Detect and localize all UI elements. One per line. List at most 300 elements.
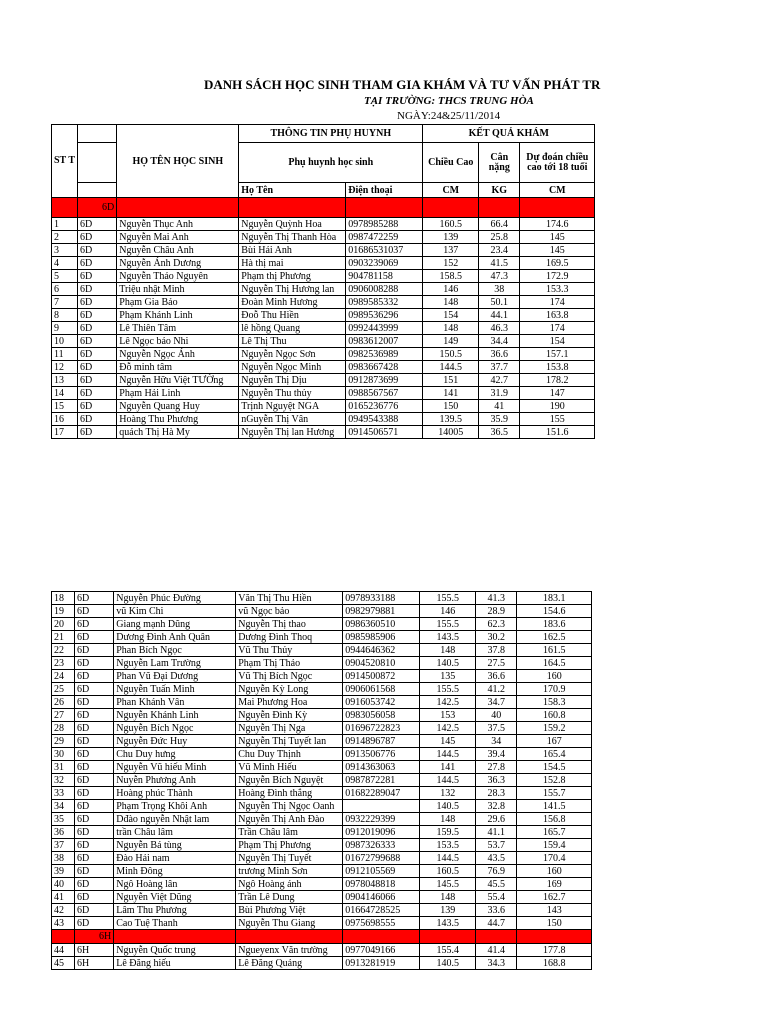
- stt-cell: 39: [52, 865, 75, 878]
- stt-cell: 12: [52, 361, 78, 374]
- stt-cell: 9: [52, 322, 78, 335]
- phone-cell: 0904146066: [343, 891, 420, 904]
- prediction-cell: 160: [517, 865, 592, 878]
- height-cell: 144.5: [420, 852, 476, 865]
- weight-cell: 28.3: [476, 787, 517, 800]
- weight-cell: 37.5: [476, 722, 517, 735]
- height-cell: 148: [420, 891, 476, 904]
- class-cell: 6D: [75, 891, 114, 904]
- phone-cell: 0978933188: [343, 592, 420, 605]
- height-cell: 146: [420, 605, 476, 618]
- table-body-page2: [52, 592, 592, 970]
- class-cell: 6D: [75, 852, 114, 865]
- table-header: [52, 125, 595, 198]
- height-cell: 140.5: [420, 657, 476, 670]
- height-cell: 141: [420, 761, 476, 774]
- weight-cell: 44.7: [476, 917, 517, 930]
- table-row: [52, 426, 595, 439]
- height-cell: 144.5: [420, 774, 476, 787]
- height-cell: 155.5: [420, 592, 476, 605]
- student-name-cell: Hoàng phúc Thành: [114, 787, 236, 800]
- table-row: [52, 944, 592, 957]
- class-cell: 6D: [78, 270, 117, 283]
- stt-cell: 35: [52, 813, 75, 826]
- student-name-cell: Nguyễn Thục Anh: [117, 218, 239, 231]
- student-name-cell: Đỗ minh tâm: [117, 361, 239, 374]
- phone-cell: 0912873699: [346, 374, 423, 387]
- weight-cell: 30.2: [476, 631, 517, 644]
- phone-cell: 0982979881: [343, 605, 420, 618]
- height-cell: 150.5: [423, 348, 479, 361]
- height-cell: 143.5: [420, 631, 476, 644]
- student-name-cell: Phạm Trọng Khôi Anh: [114, 800, 236, 813]
- table-row: [52, 618, 592, 631]
- class-section-row: [52, 930, 592, 944]
- weight-cell: 32.8: [476, 800, 517, 813]
- parent-name-cell: Nguyễn Thị Tuyết: [236, 852, 343, 865]
- stt-cell: 6: [52, 283, 78, 296]
- prediction-cell: 169.5: [520, 257, 595, 270]
- class-cell: 6D: [75, 904, 114, 917]
- parent-name-cell: Nguyễn Thị Ngọc Oanh: [236, 800, 343, 813]
- height-cell: 14005: [423, 426, 479, 439]
- prediction-cell: 162.5: [517, 631, 592, 644]
- class-section-label: 6D: [78, 198, 117, 218]
- prediction-cell: 183.6: [517, 618, 592, 631]
- weight-cell: 46.3: [479, 322, 520, 335]
- exam-result-header: KẾT QUẢ KHÁM: [423, 125, 595, 143]
- table-row: [52, 709, 592, 722]
- parent-name-cell: Đoàn Minh Hương: [239, 296, 346, 309]
- student-name-cell: Ngô Hoàng lân: [114, 878, 236, 891]
- table-body-page1: [52, 198, 595, 439]
- phone-cell: 0989585332: [346, 296, 423, 309]
- section-cell: [239, 198, 346, 218]
- school-name: TẠI TRƯỜNG: THCS TRUNG HÒA: [364, 95, 534, 107]
- weight-cell: 50.1: [479, 296, 520, 309]
- table-row: [52, 296, 595, 309]
- stt-cell: 19: [52, 605, 75, 618]
- prediction-header: Dự đoán chiều cao tới 18 tuổi: [520, 143, 595, 183]
- parent-name-cell: Nguyễn Thị Thanh Hòa: [239, 231, 346, 244]
- table-row: [52, 774, 592, 787]
- phone-cell: 0912105569: [343, 865, 420, 878]
- weight-cell: 25.8: [479, 231, 520, 244]
- stt-cell: 1: [52, 218, 78, 231]
- phone-cell: 01672799688: [343, 852, 420, 865]
- table-row: [52, 244, 595, 257]
- phone-cell: [343, 800, 420, 813]
- class-cell: 6D: [75, 631, 114, 644]
- height-cell: 155.5: [420, 683, 476, 696]
- class-cell: 6H: [75, 944, 114, 957]
- stt-cell: 17: [52, 426, 78, 439]
- parent-name-cell: Nguyễn Thị Anh Đào: [236, 813, 343, 826]
- class-cell: 6D: [75, 683, 114, 696]
- height-header: Chiều Cao: [423, 143, 479, 183]
- height-cell: 154: [423, 309, 479, 322]
- parent-name-cell: Trần Lê Dung: [236, 891, 343, 904]
- student-name-cell: Triệu nhật Minh: [117, 283, 239, 296]
- stt-cell: 44: [52, 944, 75, 957]
- prediction-cell: 172.9: [520, 270, 595, 283]
- table-row: [52, 696, 592, 709]
- class-cell: 6D: [75, 735, 114, 748]
- parent-name-cell: Dương Đình Thoq: [236, 631, 343, 644]
- table-row: [52, 631, 592, 644]
- class-cell: 6D: [78, 218, 117, 231]
- height-cell: 160.5: [420, 865, 476, 878]
- class-cell: 6D: [75, 787, 114, 800]
- prediction-cell: 156.8: [517, 813, 592, 826]
- phone-cell: 0983056058: [343, 709, 420, 722]
- table-row: [52, 387, 595, 400]
- parent-name-cell: Vũ Minh Hiếu: [236, 761, 343, 774]
- stt-cell: 10: [52, 335, 78, 348]
- prediction-cell: 170.9: [517, 683, 592, 696]
- phone-cell: 0914500872: [343, 670, 420, 683]
- table-row: [52, 813, 592, 826]
- prediction-cell: 168.8: [517, 957, 592, 970]
- student-name-cell: Nguyễn Đức Huy: [114, 735, 236, 748]
- prediction-cell: 141.5: [517, 800, 592, 813]
- stt-cell: 16: [52, 413, 78, 426]
- stt-cell: 27: [52, 709, 75, 722]
- height-cell: 145.5: [420, 878, 476, 891]
- class-section-label: 6H: [75, 930, 114, 944]
- phone-cell: 0904520810: [343, 657, 420, 670]
- class-cell: 6D: [75, 826, 114, 839]
- phone-cell: 0982536989: [346, 348, 423, 361]
- student-name-cell: Phan Bích Ngọc: [114, 644, 236, 657]
- weight-cell: 29.6: [476, 813, 517, 826]
- class-cell: 6D: [75, 839, 114, 852]
- weight-cell: 53.7: [476, 839, 517, 852]
- parent-name-cell: Văn Thị Thu Hiền: [236, 592, 343, 605]
- student-table-page2: [51, 591, 592, 970]
- class-cell: 6D: [75, 761, 114, 774]
- height-cell: 150: [423, 400, 479, 413]
- height-cell: 142.5: [420, 722, 476, 735]
- student-name-cell: Nguyễn Quốc trung: [114, 944, 236, 957]
- prediction-cell: 145: [520, 231, 595, 244]
- weight-cell: 23.4: [479, 244, 520, 257]
- student-name-cell: Nguyễn Tuấn Minh: [114, 683, 236, 696]
- weight-cell: 36.6: [476, 670, 517, 683]
- weight-cell: 44.1: [479, 309, 520, 322]
- table-row: [52, 270, 595, 283]
- height-cell: 140.5: [420, 800, 476, 813]
- student-name-cell: Nguyễn Ngọc Ánh: [117, 348, 239, 361]
- stt-cell: 33: [52, 787, 75, 800]
- student-name-cell: Nguyễn Lam Trường: [114, 657, 236, 670]
- phone-cell: 904781158: [346, 270, 423, 283]
- prediction-cell: 174: [520, 296, 595, 309]
- weight-cell: 36.5: [479, 426, 520, 439]
- prediction-cell: 167: [517, 735, 592, 748]
- student-name-cell: Minh Đông: [114, 865, 236, 878]
- prediction-cell: 178.2: [520, 374, 595, 387]
- stt-cell: 38: [52, 852, 75, 865]
- student-name-cell: Nguyễn Vũ hiếu Minh: [114, 761, 236, 774]
- student-name-cell: Nguyễn Phúc Đường: [114, 592, 236, 605]
- prediction-cell: 177.8: [517, 944, 592, 957]
- phone-cell: 0949543388: [346, 413, 423, 426]
- height-cell: 148: [420, 644, 476, 657]
- weight-cell: 31.9: [479, 387, 520, 400]
- student-name-cell: Nguyễn Thảo Nguyên: [117, 270, 239, 283]
- stt-cell: 13: [52, 374, 78, 387]
- class-section-row: [52, 198, 595, 218]
- table-row: [52, 917, 592, 930]
- stt-cell: 21: [52, 631, 75, 644]
- phone-header: Điện thoại: [346, 183, 423, 198]
- class-cell: 6D: [75, 813, 114, 826]
- phone-cell: 0988567567: [346, 387, 423, 400]
- prediction-cell: 154.6: [517, 605, 592, 618]
- prediction-cell: 174: [520, 322, 595, 335]
- unit-cm2-header: CM: [520, 183, 595, 198]
- student-name-cell: Nuyễn Phương Anh: [114, 774, 236, 787]
- table-row: [52, 800, 592, 813]
- height-cell: 151: [423, 374, 479, 387]
- stt-cell: 18: [52, 592, 75, 605]
- phone-cell: 0913281919: [343, 957, 420, 970]
- phone-cell: 0914506571: [346, 426, 423, 439]
- student-name-cell: Đào Hải nam: [114, 852, 236, 865]
- stt-cell: 30: [52, 748, 75, 761]
- height-cell: 155.4: [420, 944, 476, 957]
- class-cell: 6D: [75, 709, 114, 722]
- stt-cell: 14: [52, 387, 78, 400]
- height-cell: 144.5: [420, 748, 476, 761]
- phone-cell: 0986360510: [343, 618, 420, 631]
- weight-cell: 34.3: [476, 957, 517, 970]
- weight-cell: 45.5: [476, 878, 517, 891]
- student-name-cell: Phan Khánh Vân: [114, 696, 236, 709]
- weight-cell: 37.7: [479, 361, 520, 374]
- height-cell: 153.5: [420, 839, 476, 852]
- table-row: [52, 400, 595, 413]
- phone-cell: 0978985288: [346, 218, 423, 231]
- parent-name-cell: Nguyễn Ngọc Sơn: [239, 348, 346, 361]
- prediction-cell: 169: [517, 878, 592, 891]
- class-cell: 6D: [78, 387, 117, 400]
- class-cell: 6D: [78, 413, 117, 426]
- phone-cell: 0977049166: [343, 944, 420, 957]
- section-cell: [117, 198, 239, 218]
- weight-cell: 37.8: [476, 644, 517, 657]
- class-cell: 6D: [78, 296, 117, 309]
- height-cell: 132: [420, 787, 476, 800]
- student-table-page1: [51, 124, 595, 439]
- height-cell: 158.5: [423, 270, 479, 283]
- phone-cell: 0992443999: [346, 322, 423, 335]
- parent-header: Phụ huynh học sinh: [239, 143, 423, 183]
- prediction-cell: 153.8: [520, 361, 595, 374]
- parent-name-cell: Hoàng Đình thắng: [236, 787, 343, 800]
- prediction-cell: 165.4: [517, 748, 592, 761]
- class-header-blank: [78, 183, 117, 198]
- table-row: [52, 761, 592, 774]
- section-cell: [423, 198, 479, 218]
- stt-cell: 43: [52, 917, 75, 930]
- weight-cell: 41: [479, 400, 520, 413]
- prediction-cell: 165.7: [517, 826, 592, 839]
- phone-cell: 0983612007: [346, 335, 423, 348]
- weight-cell: 33.6: [476, 904, 517, 917]
- stt-cell: 5: [52, 270, 78, 283]
- parent-name-cell: Nguyễn Thị Dịu: [239, 374, 346, 387]
- parent-name-cell: Trịnh Nguyệt NGA: [239, 400, 346, 413]
- weight-cell: 66.4: [479, 218, 520, 231]
- stt-cell: 40: [52, 878, 75, 891]
- prediction-cell: 155: [520, 413, 595, 426]
- stt-cell: 23: [52, 657, 75, 670]
- height-cell: 148: [423, 322, 479, 335]
- prediction-cell: 162.7: [517, 891, 592, 904]
- stt-cell: 29: [52, 735, 75, 748]
- table-row: [52, 852, 592, 865]
- student-name-cell: Nguyễn Mai Anh: [117, 231, 239, 244]
- stt-cell: 25: [52, 683, 75, 696]
- student-name-cell: trần Châu lâm: [114, 826, 236, 839]
- table-row: [52, 361, 595, 374]
- height-cell: 148: [423, 296, 479, 309]
- class-cell: 6D: [75, 657, 114, 670]
- height-cell: 155.5: [420, 618, 476, 631]
- section-cell: [52, 930, 75, 944]
- stt-cell: 34: [52, 800, 75, 813]
- table-row: [52, 787, 592, 800]
- class-cell: 6D: [75, 878, 114, 891]
- weight-cell: 36.6: [479, 348, 520, 361]
- prediction-cell: 190: [520, 400, 595, 413]
- student-name-cell: Nguyễn Bá tùng: [114, 839, 236, 852]
- class-cell: 6D: [78, 231, 117, 244]
- section-cell: [420, 930, 476, 944]
- student-name-cell: Giang mạnh Dũng: [114, 618, 236, 631]
- parent-name-cell: Ngô Hoàng ánh: [236, 878, 343, 891]
- parent-name-cell: Trần Châu lâm: [236, 826, 343, 839]
- phone-cell: 01682289047: [343, 787, 420, 800]
- parent-name-cell: Vũ Thị Bích Ngọc: [236, 670, 343, 683]
- prediction-cell: 157.1: [520, 348, 595, 361]
- table-row: [52, 839, 592, 852]
- document-title: DANH SÁCH HỌC SINH THAM GIA KHÁM VÀ TƯ VẤN PHÁT TR: [204, 77, 601, 92]
- table-row: [52, 878, 592, 891]
- student-name-cell: Dương Đình Anh Quân: [114, 631, 236, 644]
- phone-cell: 0975698555: [343, 917, 420, 930]
- stt-cell: 24: [52, 670, 75, 683]
- prediction-cell: 154.5: [517, 761, 592, 774]
- class-cell: 6D: [75, 774, 114, 787]
- height-cell: 152: [423, 257, 479, 270]
- phone-cell: 01686531037: [346, 244, 423, 257]
- class-cell: 6D: [78, 335, 117, 348]
- height-cell: 148: [420, 813, 476, 826]
- table-row: [52, 657, 592, 670]
- phone-cell: 01696722823: [343, 722, 420, 735]
- weight-cell: 76.9: [476, 865, 517, 878]
- weight-cell: 41.2: [476, 683, 517, 696]
- class-cell: 6D: [75, 748, 114, 761]
- parent-name-cell: Nguyễn Thu Giang: [236, 917, 343, 930]
- stt-cell: 32: [52, 774, 75, 787]
- student-name-cell: Nguyễn Bích Ngọc: [114, 722, 236, 735]
- prediction-cell: 161.5: [517, 644, 592, 657]
- section-cell: [114, 930, 236, 944]
- parent-name-cell: Nguyễn Quỳnh Hoa: [239, 218, 346, 231]
- student-name-cell: Nguyễn Ánh Dương: [117, 257, 239, 270]
- weight-cell: 38: [479, 283, 520, 296]
- height-cell: 159.5: [420, 826, 476, 839]
- prediction-cell: 147: [520, 387, 595, 400]
- phone-cell: 0914896787: [343, 735, 420, 748]
- class-cell: 6D: [75, 605, 114, 618]
- section-cell: [476, 930, 517, 944]
- parent-name-cell: Nguyễn Thị lan Hương: [239, 426, 346, 439]
- stt-cell: 15: [52, 400, 78, 413]
- prediction-cell: 163.8: [520, 309, 595, 322]
- class-cell: 6D: [78, 309, 117, 322]
- stt-cell: 31: [52, 761, 75, 774]
- weight-cell: 34.4: [479, 335, 520, 348]
- parent-name-cell: Nguyễn Thị Nga: [236, 722, 343, 735]
- phone-cell: 0916053742: [343, 696, 420, 709]
- phone-cell: 0944646362: [343, 644, 420, 657]
- parent-name-cell: Nguyễn Ngọc Minh: [239, 361, 346, 374]
- table-row: [52, 904, 592, 917]
- phone-cell: 0987472259: [346, 231, 423, 244]
- class-cell: 6D: [78, 257, 117, 270]
- prediction-cell: 159.4: [517, 839, 592, 852]
- prediction-cell: 150: [517, 917, 592, 930]
- exam-date: NGÀY:24&25/11/2014: [397, 110, 501, 122]
- prediction-cell: 154: [520, 335, 595, 348]
- weight-cell: 41.1: [476, 826, 517, 839]
- height-cell: 149: [423, 335, 479, 348]
- parent-name-cell: Phạm thị Phương: [239, 270, 346, 283]
- student-name-cell: Lê Ngọc bảo Nhi: [117, 335, 239, 348]
- prediction-cell: 145: [520, 244, 595, 257]
- parent-name-cell: Phạm Thị Thảo: [236, 657, 343, 670]
- table-row: [52, 722, 592, 735]
- table-row: [52, 735, 592, 748]
- stt-cell: 3: [52, 244, 78, 257]
- section-cell: [479, 198, 520, 218]
- table-row: [52, 257, 595, 270]
- parent-name-cell: Lê Thị Thu: [239, 335, 346, 348]
- height-cell: 137: [423, 244, 479, 257]
- parent-name-cell: Hà thị mai: [239, 257, 346, 270]
- table-row: [52, 670, 592, 683]
- weight-cell: 41.4: [476, 944, 517, 957]
- stt-cell: 8: [52, 309, 78, 322]
- student-name-cell: Phạm Hải Linh: [117, 387, 239, 400]
- height-cell: 145: [420, 735, 476, 748]
- stt-cell: 45: [52, 957, 75, 970]
- class-cell: 6D: [75, 917, 114, 930]
- table-row: [52, 348, 595, 361]
- table-row: [52, 605, 592, 618]
- height-cell: 135: [420, 670, 476, 683]
- parent-name-cell: Nguyễn Thị Tuyết lan: [236, 735, 343, 748]
- height-cell: 141: [423, 387, 479, 400]
- stt-cell: 4: [52, 257, 78, 270]
- class-cell: 6D: [75, 696, 114, 709]
- prediction-cell: 155.7: [517, 787, 592, 800]
